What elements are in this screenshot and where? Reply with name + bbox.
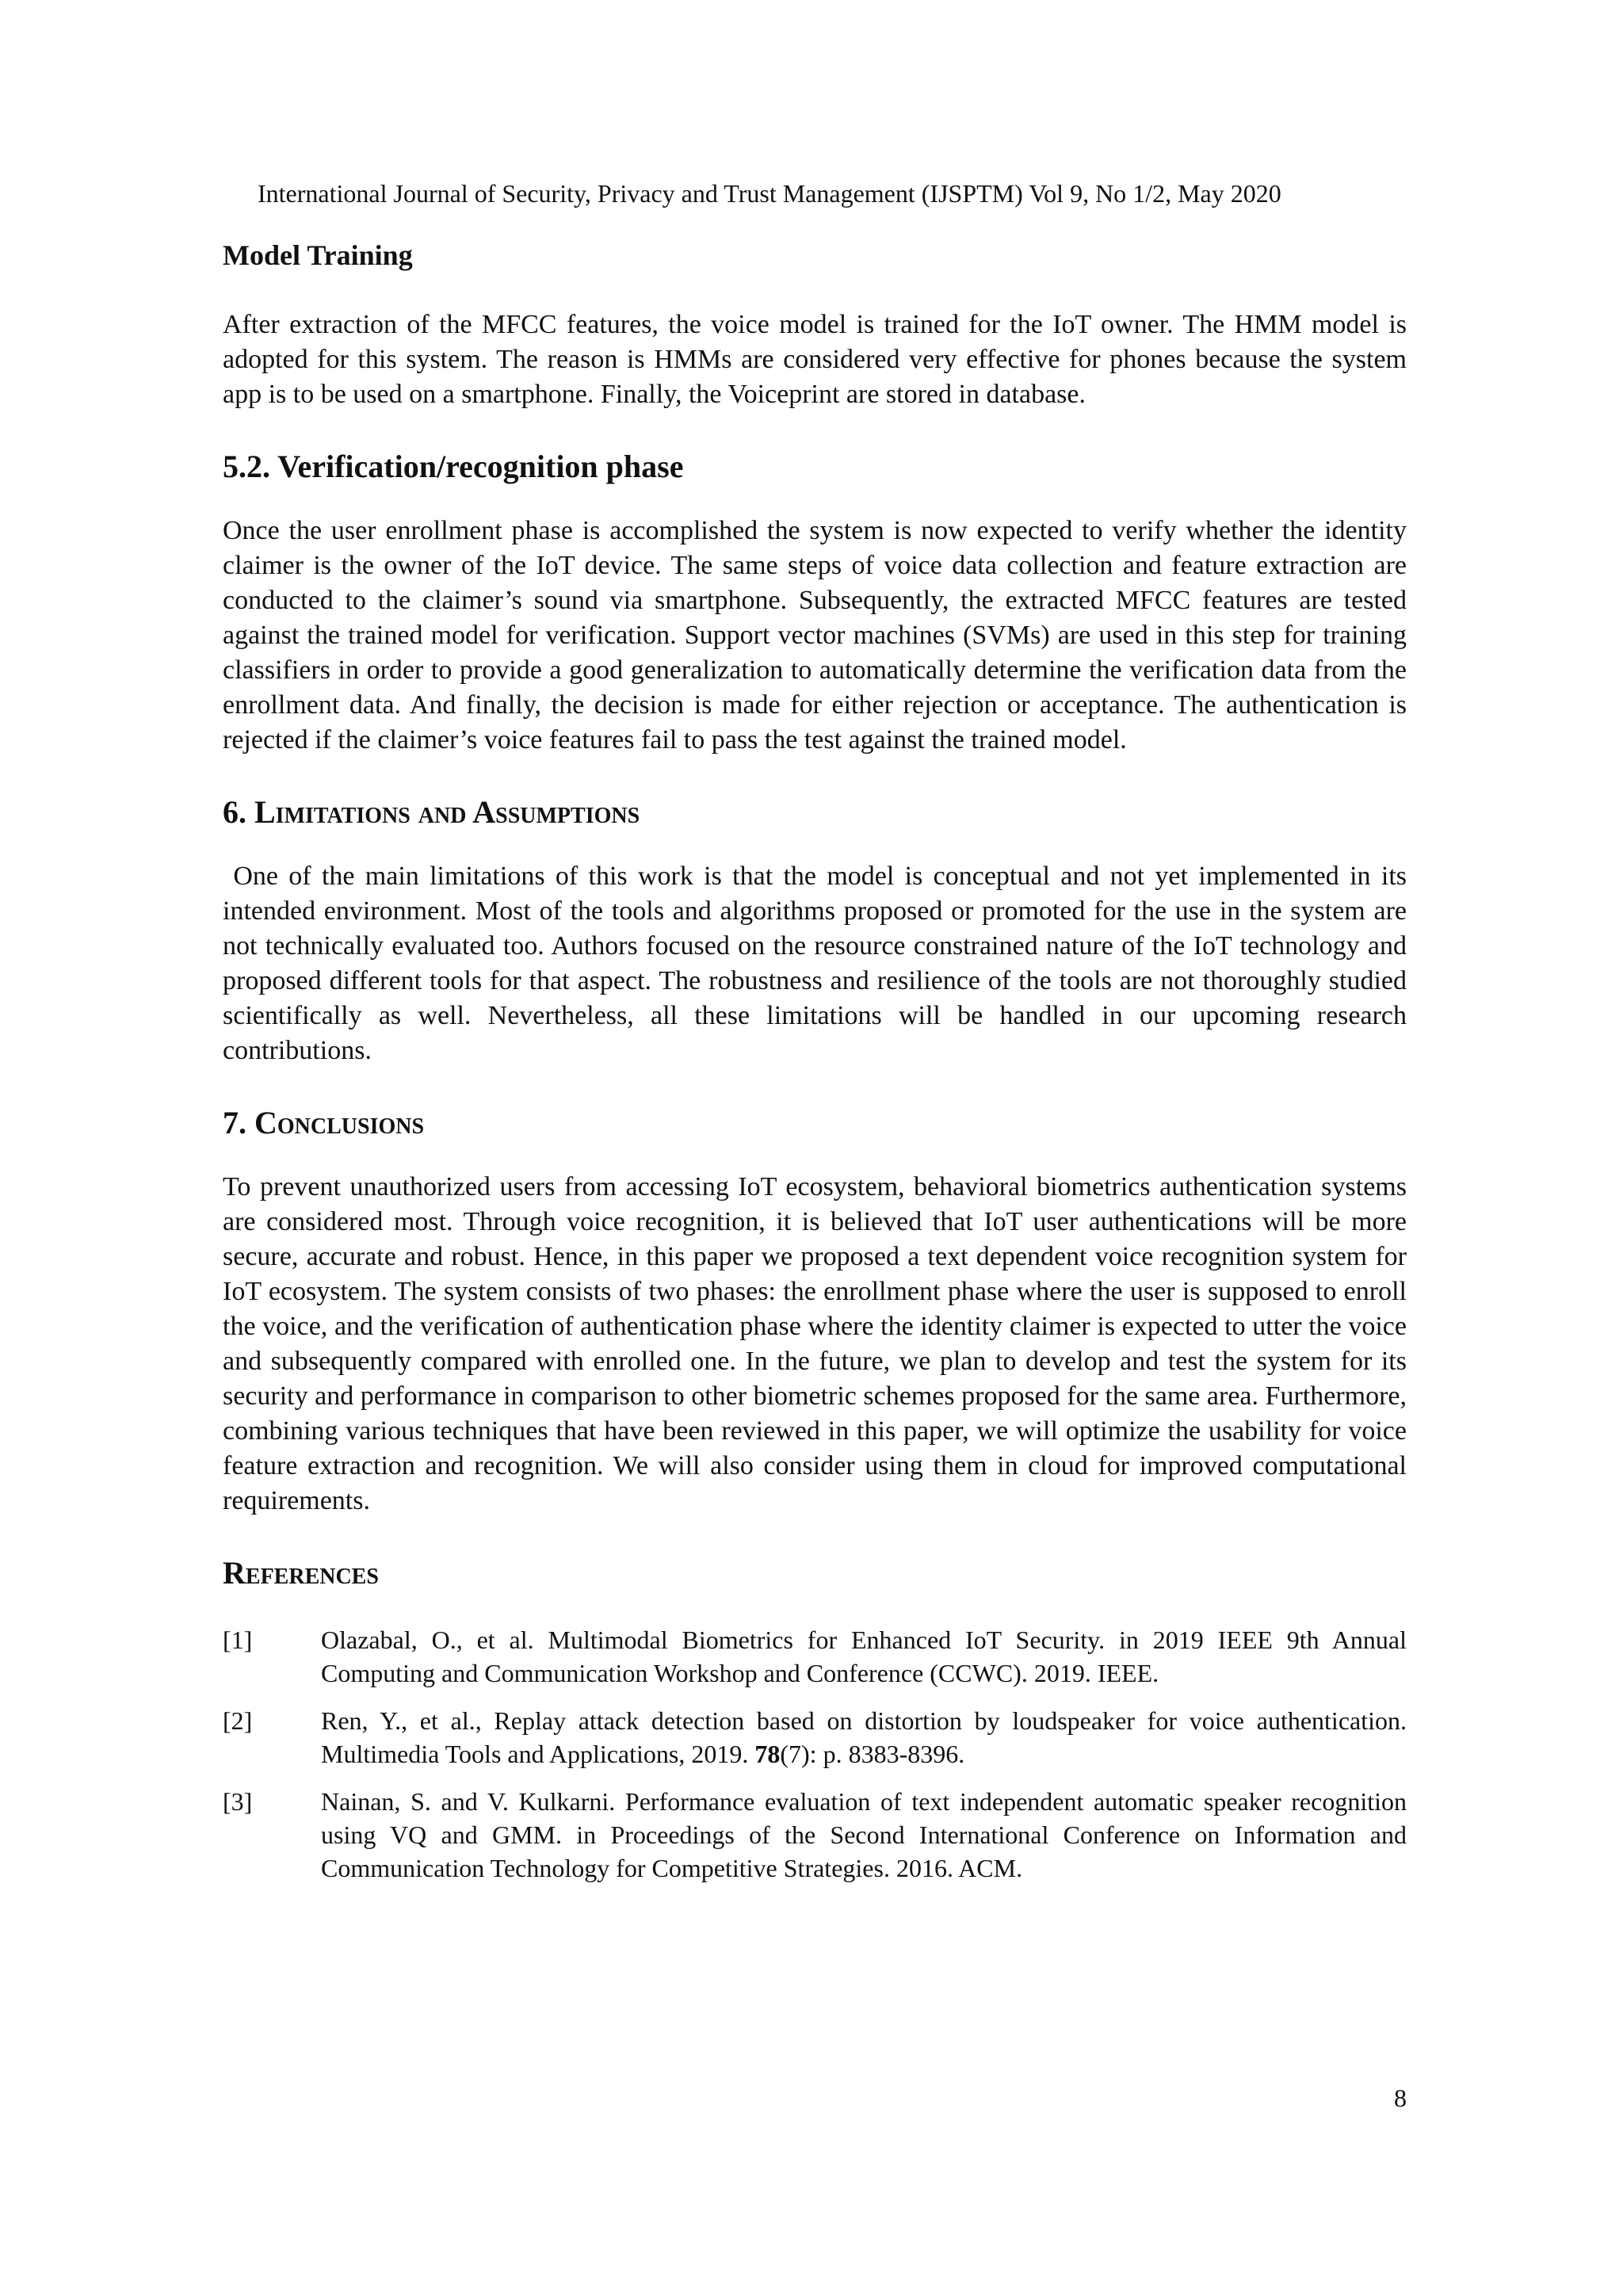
model-training-heading: Model Training — [223, 239, 413, 271]
section-5-2-paragraph: Once the user enrollment phase is accomplished the system is now expected to verify whether the identity claimer is the owner of the IoT device. The same steps of voice data collection and feature extraction are conducted to the claimer’s sound via smartphone. Subsequently, the extracted MFCC features are tested against the trained model for verification. Support vector machines (SVMs) are used in this step for training classifiers in order to provide a good generalization to automatically determine the verification data from the enrollment data. And finally, the decision is made for either rejection or acceptance. The authentication is rejected if the claimer’s voice features fail to pass the test against the trained model. — [223, 516, 1407, 755]
page-number: 8 — [1394, 2084, 1407, 2112]
section-7-paragraph: To prevent unauthorized users from accessing IoT ecosystem, behavioral biometrics authentication systems are considered most. Through voice recognition, it is believed that IoT user authentications will be more secure, accurate and robust. Hence, in this paper we proposed a text dependent voice recognition system for IoT ecosystem. The system consists of two phases: the enrollment phase where the user is supposed to enroll the voice, and the verification of authentication phase where the identity claimer is expected to utter the voice and subsequently compared with enrolled one. In the future, we plan to develop and test the system for its security and performance in comparison to other biometric schemes proposed for the same area. Furthermore, combining various techniques that have been reviewed in this paper, we will optimize the usability for voice feature extraction and recognition. We will also consider using them in cloud for improved computational requirements. — [223, 1172, 1407, 1515]
running-header: International Journal of Security, Privacy and Trust Management (IJSPTM) Vol 9, No 1/2, May 2020 — [258, 179, 1281, 208]
section-6-paragraph: One of the main limitations of this work is that the model is conceptual and not yet implemented in its intended environment. Most of the tools and algorithms proposed or promoted for the use in the system are not technically evaluated too. Authors focused on the resource constrained nature of the IoT technology and proposed different tools for that aspect. The robustness and resilience of the tools are not thoroughly studied scientifically as well. Nevertheless, all these limitations will be handled in our upcoming research contributions. — [223, 861, 1414, 1065]
reference-item — [223, 1785, 1407, 1885]
reference-text: Nainan, S. and V. Kulkarni. Performance evaluation of text independent automatic speaker recognition using VQ and GMM. in Proceedings of the Second International Conference on Information and Communication Technology for Competitive Strategies. 2016. ACM. — [321, 1787, 1407, 1882]
model-training-paragraph: After extraction of the MFCC features, the voice model is trained for the IoT owner. The HMM model is adopted for this system. The reason is HMMs are considered very effective for phones because the system app is to be used on a smartphone. Finally, the Voiceprint are stored in database. — [223, 310, 1407, 409]
reference-text — [321, 1704, 1407, 1771]
references-list — [223, 1623, 1407, 1885]
reference-number: [2] — [223, 1706, 253, 1735]
reference-item — [223, 1623, 1407, 1690]
reference-number: [1] — [223, 1626, 253, 1654]
section-5-2-title: 5.2. Verification/recognition phase — [223, 449, 684, 484]
reference-text-part: Ren, Y., et al., Replay attack detection based on distortion by loudspeaker for voice authentication. Multimedia Tools and Applications, 2019. — [321, 1706, 1407, 1768]
section-7-title: 7. Conclusions — [223, 1105, 425, 1140]
reference-number: [3] — [223, 1787, 253, 1816]
reference-text: Olazabal, O., et al. Multimodal Biometrics for Enhanced IoT Security. in 2019 IEEE 9th Annual Computing and Communication Workshop and Conference (CCWC). 2019. IEEE. — [321, 1626, 1407, 1687]
reference-volume: 78 — [754, 1740, 781, 1768]
references-title: References — [223, 1555, 379, 1591]
section-6-title: 6. Limitations and Assumptions — [223, 794, 640, 830]
reference-item — [223, 1704, 1407, 1771]
page-content — [223, 238, 1414, 1885]
reference-text-part: (7): p. 8383-8396. — [780, 1740, 965, 1768]
